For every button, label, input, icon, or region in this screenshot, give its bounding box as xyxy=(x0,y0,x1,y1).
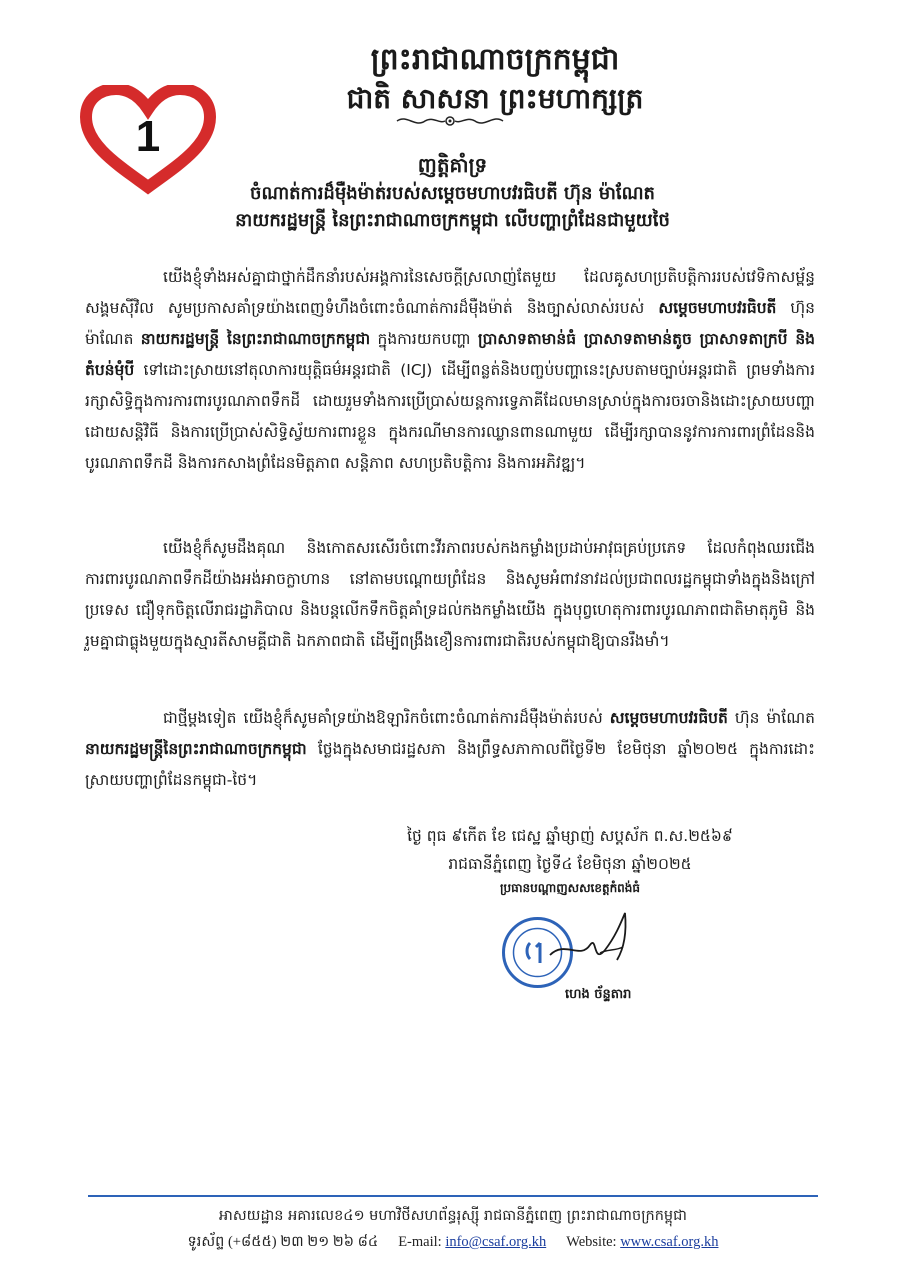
footer-address: អាសយដ្ឋាន អគារលេខ៤១ មហាវិថីសហព័ន្ធរុស្ស៊ី រាជធានីភ្នំពេញ ព្រះរាជាណាចក្រកម្ពុជា xyxy=(219,1208,687,1224)
solar-date: រាជធានីភ្នំពេញ ថ្ងៃទី៤ ខែមិថុនា ឆ្នាំ២០២៥ xyxy=(448,855,692,873)
signer-name: ហេង ច័ន្ទតារា xyxy=(565,987,632,1002)
document-title xyxy=(95,150,810,234)
p3-bold-2: នាយករដ្ឋមន្ត្រីនៃព្រះរាជាណាចក្រកម្ពុជា xyxy=(85,740,307,758)
p1-text-e: ទៅដោះស្រាយនៅតុលាការយុត្តិធម៌អន្តរជាតិ (ICJ) ដើម្បីពន្លត់និងបញ្ចប់បញ្ហានេះស្របតាមច្បាប់អន្តរជាតិ ព្រមទាំងការរក្សាសិទ្ធិក្នុងការការពារបូរណភាពទឹកដី ដោយរួមទាំងការប្រើប្រាស់យន្តការទ្វេភាគីដែលមានស្រាប់ក្នុងការចរចានិងដោះស្រាយបញ្ហាដោយសន្តិវិធី និងការប្រើប្រាស់សិទ្ធិស្វ័យការពារខ្លួន ក្នុងករណីមានការឈ្លានពានណាមួយ ដើម្បីរក្សាបាននូវការការពារព្រំដែននិងបូរណភាពទឹកដី និងការកសាងព្រំដែនមិត្តភាព សន្តិភាព សហប្រតិបត្តិការ និងការអភិវឌ្ឍ។ xyxy=(85,361,815,472)
p3-text-c: ហ៊ុន ម៉ាណែត xyxy=(727,709,815,727)
email-link[interactable]: info@csaf.org.kh xyxy=(445,1234,547,1250)
title-line-3: នាយករដ្ឋមន្ត្រី នៃព្រះរាជាណាចក្រកម្ពុជា លើបញ្ហាព្រំដែនជាមួយថៃ xyxy=(235,210,670,231)
title-line-2: ចំណាត់ការដ៏ម៉ឺងម៉ាត់របស់សម្តេចមហាបវរធិបតី ហ៊ុន ម៉ាណែត xyxy=(250,183,655,204)
footer xyxy=(88,1203,818,1255)
title-line-1: ញត្តិគាំទ្រ xyxy=(417,153,488,177)
footer-divider xyxy=(88,1195,818,1197)
ornament-divider-icon xyxy=(395,112,505,130)
website-link[interactable]: www.csaf.org.kh xyxy=(620,1234,719,1250)
email-label: E-mail: xyxy=(398,1234,442,1250)
logo-number: 1 xyxy=(135,112,161,161)
p3-text-a: ជាថ្មីម្តងទៀត យើងខ្ញុំក៏សូមគាំទ្រយ៉ាងឱឡារិកចំពោះចំណាត់ការដ៏ម៉ឺងម៉ាត់របស់ xyxy=(163,709,610,727)
p1-bold-1: សម្តេចមហាបវរធិបតី xyxy=(658,299,777,317)
date-block xyxy=(360,822,780,878)
paragraph-1 xyxy=(85,262,815,479)
kingdom-header xyxy=(230,40,760,118)
website-label: Website: xyxy=(566,1234,617,1250)
kingdom-name: ព្រះរាជាណាចក្រកម្ពុជា xyxy=(370,42,620,77)
paragraph-3 xyxy=(85,703,815,796)
p1-bold-2: នាយករដ្ឋមន្ត្រី នៃព្រះរាជាណាចក្រកម្ពុជា xyxy=(140,330,371,348)
p1-text-d: ក្នុងការយកបញ្ហា xyxy=(370,330,478,348)
p3-bold-1: សម្តេចមហាបវរធិបតី xyxy=(609,709,728,727)
footer-phone: ទូរស័ព្ទ (+៨៥៥) ២៣ ២១ ២៦ ៨៤ xyxy=(187,1234,379,1250)
paragraph-2: យើងខ្ញុំក៏សូមដឹងគុណ និងកោតសរសើរចំពោះវីរភាពរបស់កងកម្លាំងប្រដាប់អាវុធគ្រប់ប្រភេទ ដែលកំពុងឈរជើងការពារបូរណភាពទឹកដីយ៉ាងអង់អាចក្លាហាន នៅតាមបណ្តោយព្រំដែន និងសូមអំពាវនាវដល់ប្រជាពលរដ្ឋកម្ពុជាទាំងក្នុងនិងក្រៅប្រទេស ជឿទុកចិត្តលើរាជរដ្ឋាភិបាល និងបន្តលើកទឹកចិត្តគាំទ្រដល់កងកម្លាំងយើង ក្នុងបុព្វហេតុការពារបូរណភាពជាតិមាតុភូមិ និងរួមគ្នាជាធ្លុងមួយក្នុងស្មារតីសាមគ្គីជាតិ ឯកភាពជាតិ ដើម្បីពង្រឹងខឿនការពារជាតិរបស់កម្ពុជាឱ្យបានរឹងមាំ។ xyxy=(85,539,815,650)
lunar-date: ថ្ងៃ ពុធ ៩កើត ខែ ជេស្ឋ ឆ្នាំម្សាញ់ សប្តស័ក ព.ស.២៥៦៩ xyxy=(407,827,733,845)
p1-text-c: ហ៊ុន ម៉ាណែត xyxy=(85,299,815,348)
national-motto: ជាតិ សាសនា ព្រះមហាក្សត្រ xyxy=(346,82,644,115)
signer-role: ប្រធានបណ្តាញសសខេត្តកំពង់ធំ xyxy=(499,881,641,895)
handwritten-signature xyxy=(545,905,645,975)
p1-bold-3: ប្រាសាទតាមាន់ធំ ប្រាសាទតាមាន់តូច ប្រាសាទតាក្របី និងតំបន់មុំបី xyxy=(85,330,815,379)
p1-text-a: យើងខ្ញុំទាំងអស់គ្នាជាថ្នាក់ដឹកនាំរបស់អង្គការនៃសេចក្តីស្រលាញ់តែមួយ ដែលគូសហប្រតិបត្តិការរបស់វេទិកាសម្ព័ន្ធសង្គមស៊ីវិល សូមប្រកាសគាំទ្រយ៉ាងពេញទំហឹងចំពោះចំណាត់ការដ៏ម៉ឺងម៉ាត់ និងច្បាស់លាស់របស់ xyxy=(85,268,815,317)
p3-text-d: ថ្លែងក្នុងសមាជរដ្ឋសភា និងព្រឹទ្ធសភាកាលពីថ្ងៃទី២ ខែមិថុនា ឆ្នាំ២០២៥ ក្នុងការដោះស្រាយបញ្ហាព្រំដែនកម្ពុជា-ថៃ។ xyxy=(85,740,815,789)
footer-contact xyxy=(88,1229,818,1255)
